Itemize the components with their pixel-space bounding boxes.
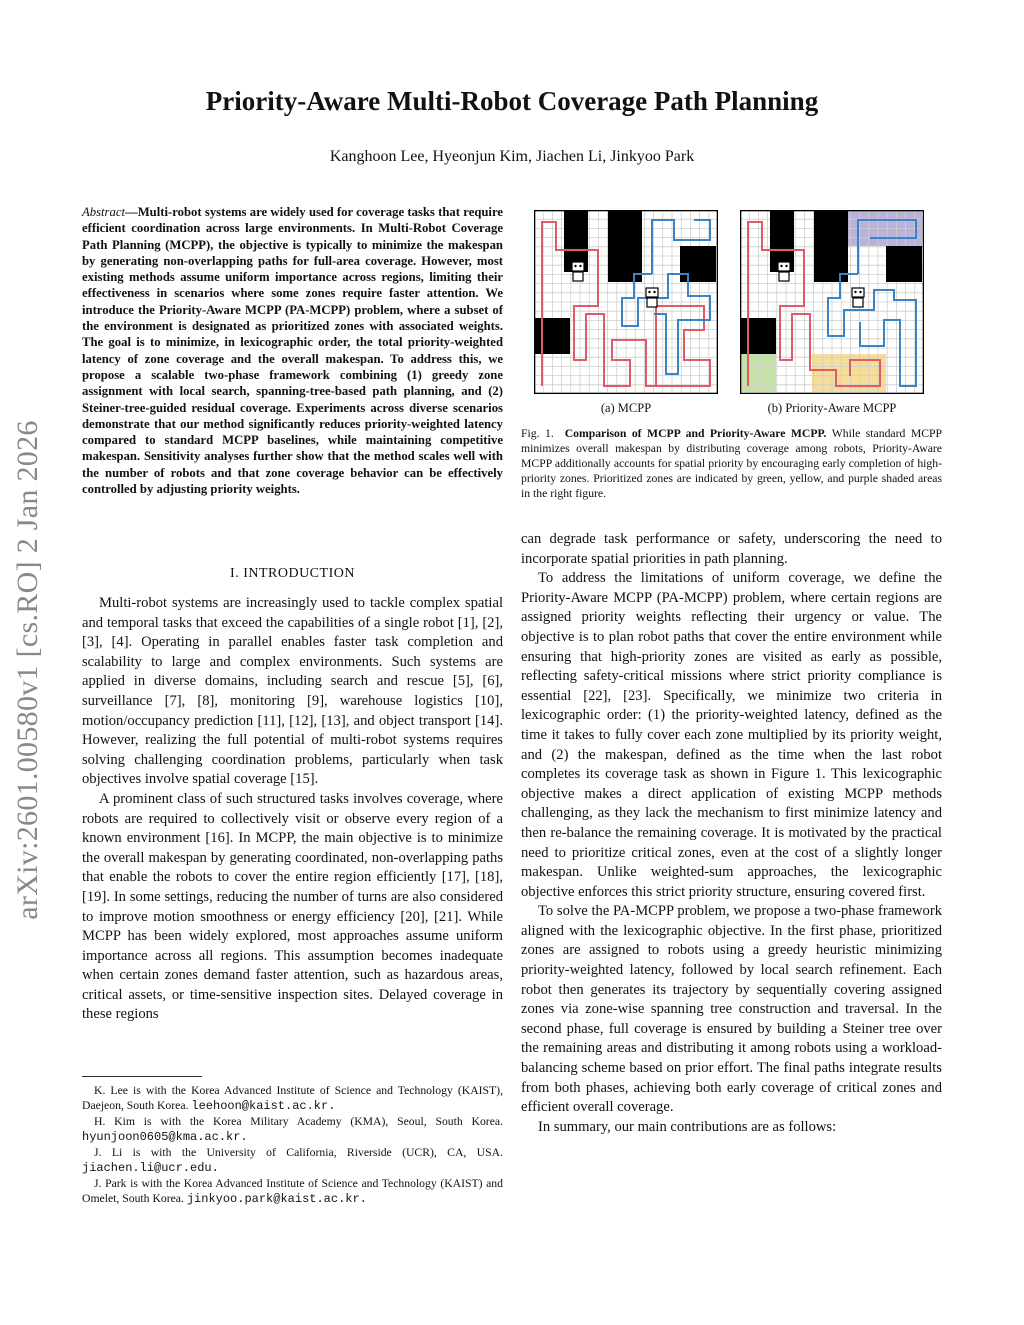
footnote-4: J. Park is with the Korea Advanced Institute of Science and Technology (KAIST) and Omelet, South Korea. jinkyoo.park@kaist.ac.kr. [82, 1177, 503, 1206]
caption-label: Fig. 1. [521, 427, 554, 440]
footnote-2-email[interactable]: hyunjoon0605@kma.ac.kr. [82, 1130, 248, 1144]
figure-1-caption [521, 426, 942, 501]
footnote-rule [82, 1076, 202, 1077]
obstacle [886, 246, 922, 282]
author-list: Kanghoon Lee, Hyeonjun Kim, Jiachen Li, Jinkyoo Park [329, 148, 695, 165]
robot-1-icon [572, 262, 584, 281]
footnotes [82, 1083, 503, 1207]
footnote-1-email[interactable]: leehoon@kaist.ac.kr. [191, 1099, 336, 1113]
figure-1b-pa-mcpp-grid [740, 210, 924, 394]
footnote-3: J. Li is with the University of California, Riverside (UCR), CA, USA. jiachen.li@ucr.edu. [82, 1146, 503, 1175]
footnote-2: H. Kim is with the Korea Military Academy (KMA), Seoul, South Korea. hyunjoon0605@kma.ac.kr. [82, 1115, 503, 1144]
paper-title: Priority-Aware Multi-Robot Coverage Path Planning [205, 86, 819, 116]
subfigure-a-label: (a) MCPP [600, 401, 652, 415]
intro-paragraph-2: A prominent class of such structured tasks involves coverage, where robots are required to collectively visit or observe every region of a known environment [16]. In MCPP, the main objective is to minimize the overall makespan by generating coordinated, non-overlapping paths that enable the robots to cover the entire region efficiently [17], [18], [19]. In some settings, reducing the number of turns are also considered to improve motion smoothness or energy efficiency [20], [21]. While MCPP has been widely explored, most approaches assume uniform importance across all regions. This assumption becomes inadequate when certain zones demand faster attention, such as hazardous areas, critical assets, or time-sensitive inspection sites. Delayed coverage in these regions [82, 790, 503, 1023]
robot-2-icon [646, 288, 658, 307]
right-paragraph-1: can degrade task performance or safety, underscoring the need to incorporate spatial priorities in path planning. [521, 531, 942, 567]
right-paragraph-4: In summary, our main contributions are as follows: [538, 1118, 837, 1135]
caption-text: While standard MCPP minimizes overall makespan by distributing coverage among robots, Priority-Aware MCPP additionally accounts for spatial priority by encouraging early completion of high-priority zones. Prioritized zones are indicated by green, yellow, and purple shaded areas in the right figure. [521, 427, 943, 500]
subfigure-b-label: (b) Priority-Aware MCPP [767, 401, 897, 415]
obstacle [608, 210, 642, 282]
section-heading-introduction: I. INTRODUCTION [230, 566, 355, 581]
arxiv-stamp-text: arXiv:2601.00580v1 [cs.RO] 2 Jan 2026 [11, 420, 44, 920]
figure-1a-mcpp-grid [534, 210, 718, 394]
right-paragraph-2: To address the limitations of uniform coverage, we define the Priority-Aware MCPP (PA-MCPP) problem, where certain regions are assigned priority weights reflecting their urgency or value. The objective is to plan robot paths that cover the entire environment while ensuring that high-priority zones are visited as early as possible, reflecting safety-critical missions where strict priority compliance is essential [22], [23]. Specifically, we minimize two criteria in lexicographic order: (1) the priority-weighted latency, defined as the time it takes to fully cover each zone multiplied by its priority weight, and (2) the makespan, defined as the time when the last robot completes its coverage task as shown in Figure 1. This lexicographic objective makes a direct application of existing MCPP methods challenging, as they lack the mechanism to first minimize latency and then re-balance the remaining coverage. It is motivated by the practical need to prioritize critical zones, even at the cost of a slightly longer makespan. Unlike weighted-sum approaches, the lexicographic objective enforces this strict priority structure, ensuring covered first. [521, 570, 942, 900]
abstract [82, 204, 503, 497]
obstacle [740, 318, 776, 354]
footnote-1: K. Lee is with the Korea Advanced Institute of Science and Technology (KAIST), Daejeon, South Korea. leehoon@kaist.ac.kr. [82, 1084, 503, 1113]
arxiv-stamp [8, 390, 48, 950]
abstract-label: Abstract [82, 205, 125, 219]
robot-1-icon [778, 262, 790, 281]
obstacle [814, 210, 848, 282]
left-column-body [82, 594, 503, 1025]
robot-2-icon [852, 288, 864, 307]
footnote-4-email[interactable]: jinkyoo.park@kaist.ac.kr. [186, 1192, 367, 1206]
obstacle [680, 246, 716, 282]
intro-paragraph-1: Multi-robot systems are increasingly used to tackle complex spatial and temporal tasks that exceed the capabilities of a single robot [1], [2], [3], [4]. Operating in parallel enables faster task completion and scalability to large and complex environments. Such systems are applied in diverse domains, including search and rescue [5], [6], surveillance [7], [8], monitoring [9], warehouse logistics [10], motion/occupancy prediction [11], [12], [13], and object transport [14]. However, realizing the full potential of multi-robot systems requires solving challenging coordination problems, particularly when task objectives involve spatial coverage [15]. [82, 595, 503, 788]
footnote-3-email[interactable]: jiachen.li@ucr.edu. [82, 1161, 219, 1175]
right-paragraph-3: To solve the PA-MCPP problem, we propose a two-phase framework aligned with the lexicographic objective. In the first phase, prioritized zones are assigned to robots using a greedy heuristic minimizing priority-weighted latency, followed by local search refinement. Each robot then generates its trajectory by sequentially covering assigned zones via zone-wise spanning tree construction and traversal. In the second phase, full coverage is ensured by building a Steiner tree over the remaining areas and distributing it among robots using a workload-balancing scheme based on prior effort. The final paths integrate results from both phases, achieving both early coverage of critical zones and efficient overall coverage. [521, 903, 942, 1116]
right-column-body [521, 530, 942, 1137]
obstacle [534, 318, 570, 354]
abstract-text: —Multi-robot systems are widely used for coverage tasks that require efficient coordination across large environments. In Multi-Robot Coverage Path Planning (MCPP), the objective is typically to minimize the makespan by generating non-overlapping paths for full-area coverage. However, most existing methods assume uniform importance across regions, limiting their effectiveness in scenarios where some zones require faster attention. We introduce the Priority-Aware MCPP (PA-MCPP) problem, where a subset of the environment is designated as prioritized zones with associated weights. The goal is to minimize, in lexicographic order, the total priority-weighted latency of zone coverage and the overall makespan. To address this, we propose a scalable two-phase framework combining (1) greedy zone assignment with local search, spanning-tree-based path planning, and (2) Steiner-tree-guided residual coverage. Experiments across diverse scenarios demonstrate that our method significantly reduces priority-weighted latency compared to standard MCPP baselines, while maintaining competitive makespan. Sensitivity analyses further show that the method scales well with the number of robots and that zone coverage behavior can be effectively controlled by adjusting priority weights. [82, 205, 503, 497]
caption-title: Comparison of MCPP and Priority-Aware MCPP. [564, 427, 827, 440]
